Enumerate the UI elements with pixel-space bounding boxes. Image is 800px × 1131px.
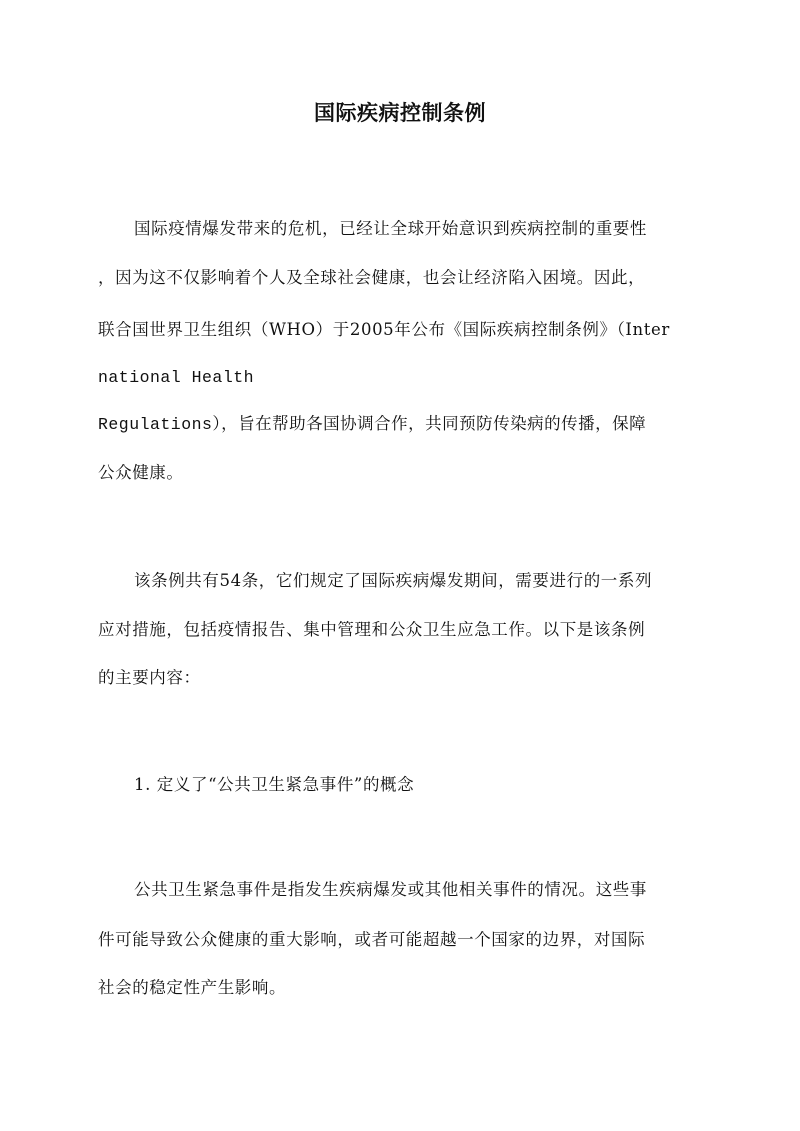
paragraph-3-line-3: 社会的稳定性产生影响。 <box>98 978 287 997</box>
paragraph-1-line-4: national Health <box>98 368 255 387</box>
paragraph-3-line-2: 件可能导致公众健康的重大影响，或者可能超越一个国家的边界，对国际 <box>98 930 646 949</box>
paragraph-2-line-2: 应对措施，包括疫情报告、集中管理和公众卫生应急工作。以下是该条例 <box>98 620 646 639</box>
paragraph-2-line-1: 该条例共有54条，它们规定了国际疾病爆发期间，需要进行的一系列 <box>134 571 653 590</box>
section-1-heading: 1. 定义了“公共卫生紧急事件”的概念 <box>134 775 415 794</box>
paragraph-3-line-1: 公共卫生紧急事件是指发生疾病爆发或其他相关事件的情况。这些事 <box>134 880 647 899</box>
paragraph-2-line-3: 的主要内容： <box>98 668 201 687</box>
paragraph-1-line-3: 联合国世界卫生组织（WHO）于2005年公布《国际疾病控制条例》（Inter <box>98 320 670 339</box>
paragraph-1-line-2: ，因为这不仅影响着个人及全球社会健康，也会让经济陷入困境。因此， <box>98 268 646 287</box>
document-title: 国际疾病控制条例 <box>314 100 486 125</box>
paragraph-1-line-1: 国际疫情爆发带来的危机，已经让全球开始意识到疾病控制的重要性 <box>134 219 647 238</box>
paragraph-1-line-5: Regulations），旨在帮助各国协调合作，共同预防传染病的传播，保障 <box>98 415 647 434</box>
paragraph-1-line-6: 公众健康。 <box>98 463 184 482</box>
